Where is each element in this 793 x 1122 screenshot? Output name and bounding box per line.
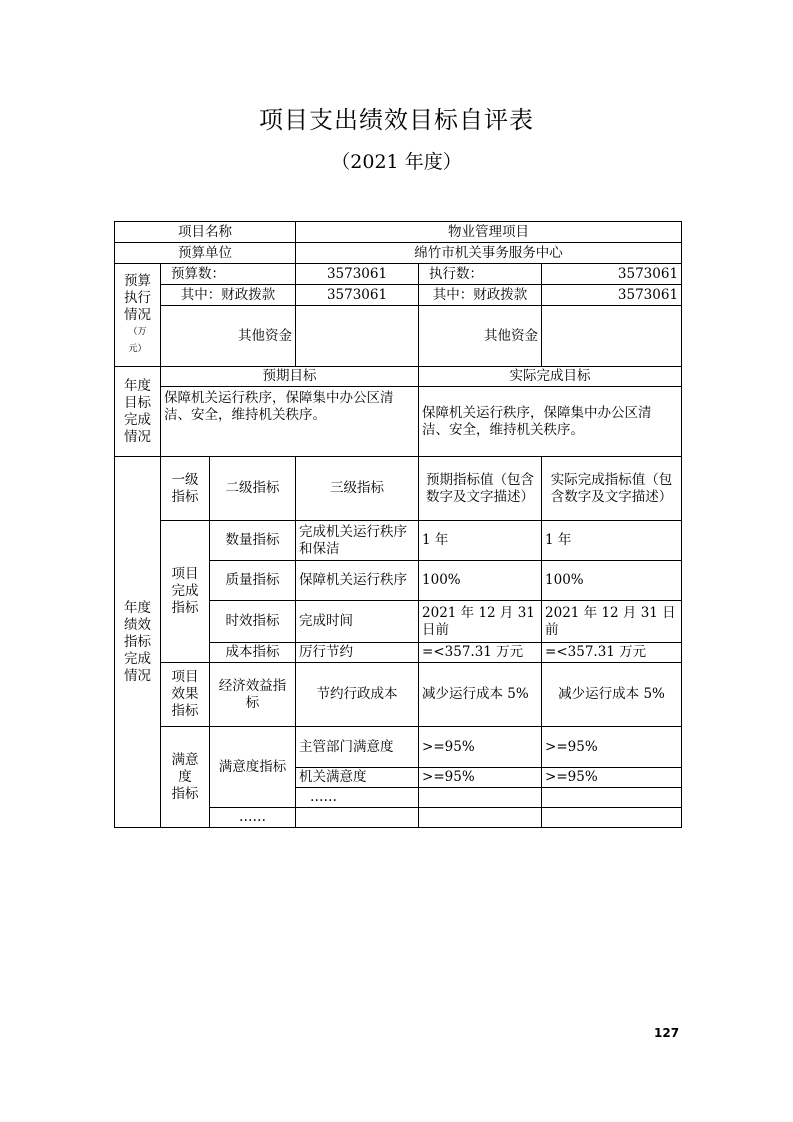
project-name-label: 项目名称 bbox=[115, 222, 296, 243]
performance-self-evaluation-table bbox=[114, 221, 682, 828]
level2-cell: 成本指标 bbox=[210, 643, 296, 663]
level2-cell: 经济效益指标 bbox=[210, 663, 296, 727]
annual-goal-header-row bbox=[115, 367, 682, 387]
indicator-label-line: 完成 bbox=[124, 650, 151, 667]
level3-header: 三级指标 bbox=[296, 457, 419, 521]
level3-cell bbox=[296, 808, 419, 828]
level3-cell: 完成时间 bbox=[296, 601, 419, 643]
page-number: 127 bbox=[654, 1026, 680, 1040]
actual-value-cell: >=95% bbox=[542, 727, 682, 768]
expected-value-cell bbox=[419, 788, 542, 808]
actual-goal-header: 实际完成目标 bbox=[419, 367, 682, 387]
other-funds-exec-label: 其他资金 bbox=[419, 306, 542, 367]
budget-exec-label bbox=[115, 264, 161, 367]
level2-cell: 时效指标 bbox=[210, 601, 296, 643]
expected-value-cell: 2021 年 12 月 31 日前 bbox=[419, 601, 542, 643]
expected-value-cell: >=95% bbox=[419, 768, 542, 788]
satisfaction-group-line: 度 bbox=[178, 768, 192, 785]
annual-goal-label bbox=[115, 367, 161, 457]
actual-value-cell: 2021 年 12 月 31 日前 bbox=[542, 601, 682, 643]
level3-cell: 完成机关运行秩序和保洁 bbox=[296, 521, 419, 561]
budget-exec-unit-line: 元） bbox=[128, 343, 147, 354]
table-row bbox=[115, 521, 682, 561]
document-subtitle: （2021 年度） bbox=[331, 151, 462, 173]
satisfaction-group-line: 指标 bbox=[171, 785, 199, 802]
annual-goal-label-line: 完成 bbox=[124, 411, 151, 428]
fiscal-budget-value: 3573061 bbox=[296, 285, 419, 306]
actual-value-cell: =<357.31 万元 bbox=[542, 643, 682, 663]
actual-value-cell: 100% bbox=[542, 561, 682, 601]
output-group-line: 完成 bbox=[171, 583, 199, 599]
actual-value-header: 实际完成指标值（包含数字及文字描述） bbox=[542, 457, 682, 521]
output-group-line: 项目 bbox=[171, 566, 199, 582]
expected-goal-header: 预期目标 bbox=[161, 367, 419, 387]
budget-unit-value: 绵竹市机关事务服务中心 bbox=[296, 243, 682, 264]
project-name-row bbox=[115, 222, 682, 243]
indicator-label-line: 年度 bbox=[124, 599, 151, 616]
other-funds-row bbox=[115, 306, 682, 367]
satisfaction-group-line: 满意 bbox=[171, 751, 199, 768]
level1-header bbox=[161, 457, 210, 521]
indicator-label-line: 指标 bbox=[124, 633, 151, 650]
exec-amount-value: 3573061 bbox=[542, 264, 682, 285]
budget-unit-label: 预算单位 bbox=[115, 243, 296, 264]
budget-exec-label-line: 预算 bbox=[124, 272, 151, 289]
level3-cell: 机关满意度 bbox=[296, 768, 419, 788]
level1-header-line: 指标 bbox=[171, 488, 199, 505]
effect-indicator-group bbox=[161, 663, 210, 727]
actual-value-cell: 1 年 bbox=[542, 521, 682, 561]
fiscal-row bbox=[115, 285, 682, 306]
fiscal-exec-value: 3573061 bbox=[542, 285, 682, 306]
level2-header: 二级指标 bbox=[210, 457, 296, 521]
indicator-label-line: 情况 bbox=[124, 667, 151, 684]
actual-goal-text: 保障机关运行秩序，保障集中办公区清洁、安全，维持机关秩序。 bbox=[419, 387, 682, 457]
level2-cell: 数量指标 bbox=[210, 521, 296, 561]
actual-value-cell bbox=[542, 808, 682, 828]
budget-row bbox=[115, 264, 682, 285]
budget-amount-value: 3573061 bbox=[296, 264, 419, 285]
expected-goal-text: 保障机关运行秩序，保障集中办公区清洁、安全，维持机关秩序。 bbox=[161, 387, 419, 457]
level3-cell: 节约行政成本 bbox=[296, 663, 419, 727]
expected-value-cell: >=95% bbox=[419, 727, 542, 768]
expected-value-cell: 1 年 bbox=[419, 521, 542, 561]
table-row bbox=[115, 727, 682, 768]
level2-cell: …… bbox=[210, 808, 296, 828]
budget-exec-label-line: 执行 bbox=[124, 289, 151, 306]
budget-exec-label-line: 情况 bbox=[124, 306, 151, 323]
actual-value-cell: 减少运行成本 5% bbox=[542, 663, 682, 727]
satisfaction-indicator-group bbox=[161, 727, 210, 828]
indicator-section-label bbox=[115, 457, 161, 828]
document-title: 项目支出绩效目标自评表 bbox=[259, 106, 534, 134]
other-funds-label: 其他资金 bbox=[161, 306, 296, 367]
expected-value-header: 预期指标值（包含数字及文字描述） bbox=[419, 457, 542, 521]
level3-cell: 保障机关运行秩序 bbox=[296, 561, 419, 601]
fiscal-exec-label: 其中：财政拨款 bbox=[419, 285, 542, 306]
actual-value-cell bbox=[542, 788, 682, 808]
expected-value-cell: 减少运行成本 5% bbox=[419, 663, 542, 727]
level2-cell: 质量指标 bbox=[210, 561, 296, 601]
effect-group-line: 项目 bbox=[171, 669, 199, 685]
other-funds-budget-value bbox=[296, 306, 419, 367]
exec-amount-label: 执行数： bbox=[419, 264, 542, 285]
level3-cell: 厉行节约 bbox=[296, 643, 419, 663]
budget-exec-unit-line: （万 bbox=[128, 326, 147, 337]
output-group-line: 指标 bbox=[171, 600, 199, 616]
actual-value-cell: >=95% bbox=[542, 768, 682, 788]
level1-header-line: 一级 bbox=[171, 471, 199, 488]
annual-goal-label-line: 目标 bbox=[124, 394, 151, 411]
level2-cell: 满意度指标 bbox=[210, 727, 296, 808]
annual-goal-label-line: 年度 bbox=[124, 377, 151, 394]
budget-unit-row bbox=[115, 243, 682, 264]
table-row bbox=[115, 663, 682, 727]
effect-group-line: 效果 bbox=[171, 686, 199, 702]
budget-amount-label: 预算数： bbox=[161, 264, 296, 285]
expected-value-cell: =<357.31 万元 bbox=[419, 643, 542, 663]
effect-group-line: 指标 bbox=[171, 703, 199, 719]
level3-cell: 主管部门满意度 bbox=[296, 727, 419, 768]
indicator-header-row bbox=[115, 457, 682, 521]
project-name-value: 物业管理项目 bbox=[296, 222, 682, 243]
annual-goal-label-line: 情况 bbox=[124, 428, 151, 445]
indicator-label-line: 绩效 bbox=[124, 616, 151, 633]
other-funds-exec-value bbox=[542, 306, 682, 367]
expected-value-cell bbox=[419, 808, 542, 828]
expected-value-cell: 100% bbox=[419, 561, 542, 601]
fiscal-budget-label: 其中：财政拨款 bbox=[161, 285, 296, 306]
output-indicator-group bbox=[161, 521, 210, 663]
level3-cell: …… bbox=[296, 788, 419, 808]
annual-goal-text-row bbox=[115, 387, 682, 457]
